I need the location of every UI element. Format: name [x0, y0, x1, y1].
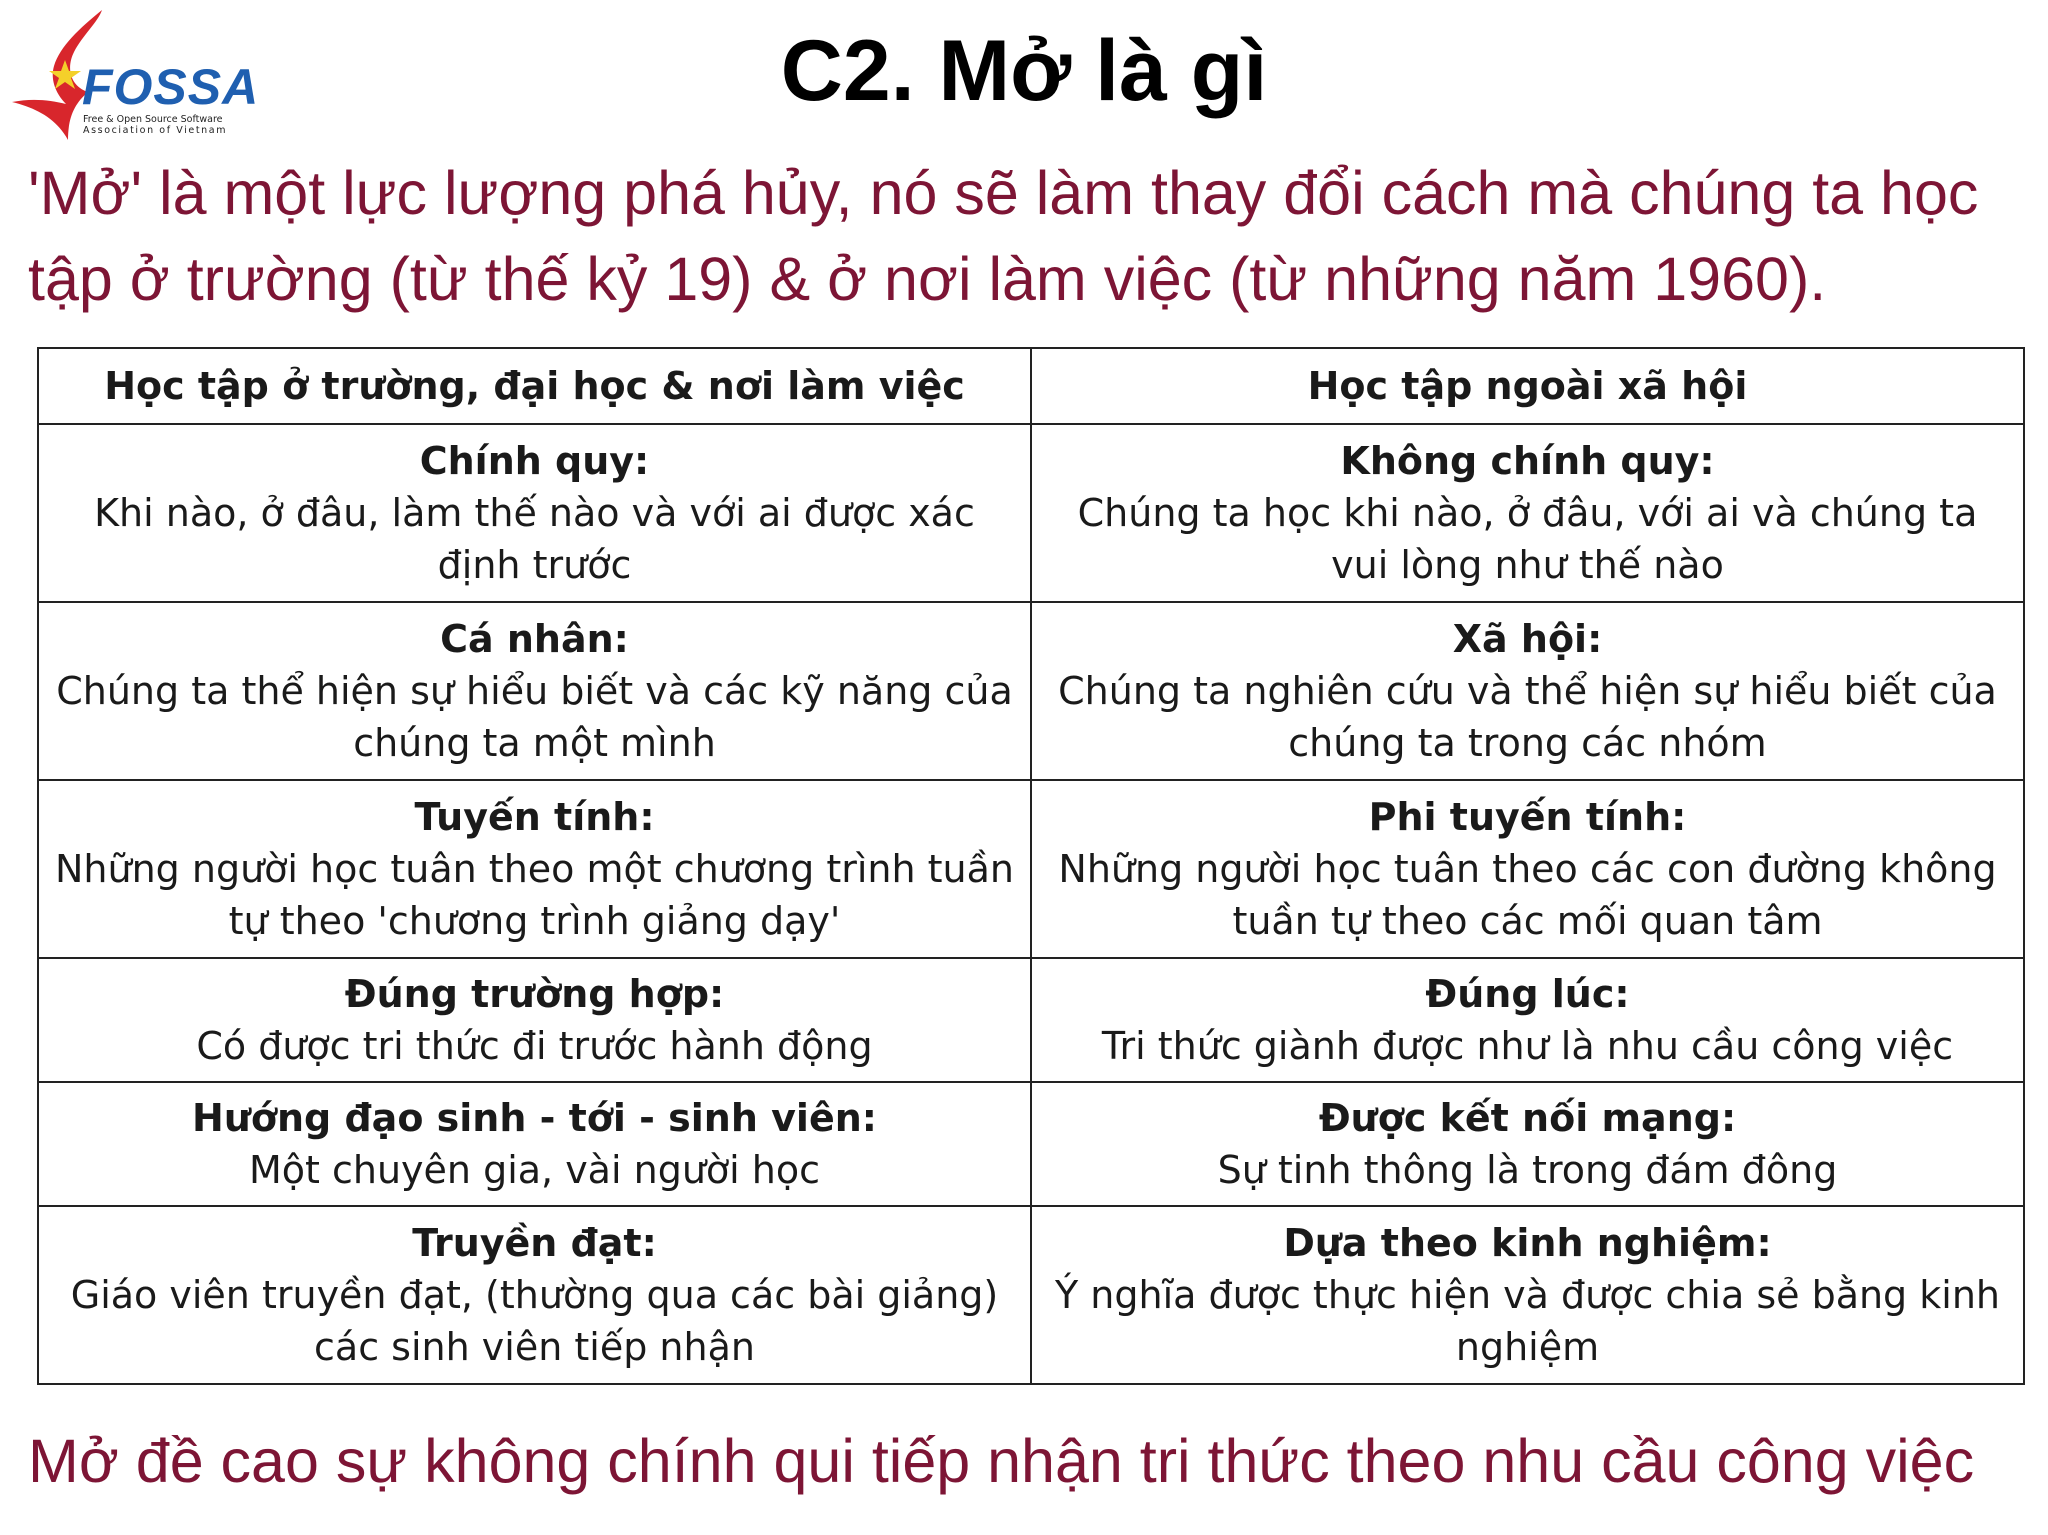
footer-statement: Mở đề cao sự không chính qui tiếp nhận tri thức theo nhu cầu công việc — [28, 1427, 1975, 1495]
header-school-learning: Học tập ở trường, đại học & nơi làm việc — [38, 348, 1031, 424]
cell-description: Tri thức giành được như là nhu cầu công việc — [1101, 1024, 1954, 1068]
cell-description: Những người học tuân theo một chương trình tuần tự theo 'chương trình giảng dạy' — [55, 847, 1014, 943]
cell-description: Chúng ta nghiên cứu và thể hiện sự hiểu biết của chúng ta trong các nhóm — [1058, 669, 1997, 765]
cell-title: Xã hội: — [1452, 617, 1603, 661]
cell-description: Có được tri thức đi trước hành động — [196, 1024, 873, 1068]
cell-title: Tuyến tính: — [414, 795, 655, 839]
cell-title: Cá nhân: — [440, 617, 629, 661]
table-cell — [1031, 602, 2024, 780]
cell-description: Những người học tuân theo các con đường không tuần tự theo các mối quan tâm — [1058, 847, 1997, 943]
table-row — [38, 1082, 2024, 1206]
comparison-table — [37, 347, 2025, 1385]
table-cell — [38, 424, 1031, 602]
logo-wordmark: FOSSA — [82, 59, 260, 115]
cell-title: Truyền đạt: — [412, 1221, 657, 1265]
table-cell — [1031, 780, 2024, 958]
cell-description: Chúng ta thể hiện sự hiểu biết và các kỹ năng của chúng ta một mình — [56, 669, 1013, 765]
cell-title: Đúng trường hợp: — [344, 972, 725, 1016]
cell-description: Sự tinh thông là trong đám đông — [1217, 1148, 1838, 1192]
cell-title: Được kết nối mạng: — [1318, 1096, 1737, 1140]
cell-title: Hướng đạo sinh - tới - sinh viên: — [192, 1096, 877, 1140]
table-cell — [1031, 958, 2024, 1082]
table-cell — [1031, 1206, 2024, 1384]
cell-description: Khi nào, ở đâu, làm thế nào và với ai được xác định trước — [94, 491, 975, 587]
cell-description: Chúng ta học khi nào, ở đâu, với ai và chúng ta vui lòng như thế nào — [1077, 491, 1978, 587]
intro-paragraph: 'Mở' là một lực lượng phá hủy, nó sẽ làm thay đổi cách mà chúng ta học tập ở trường (từ thế kỷ 19) & ở nơi làm việc (từ những năm 1960). — [28, 159, 1979, 313]
table-cell — [38, 1082, 1031, 1206]
cell-title: Chính quy: — [419, 439, 650, 483]
cell-description: Một chuyên gia, vài người học — [248, 1148, 821, 1192]
logo-subtitle-line2: Association of Vietnam — [83, 125, 228, 136]
table-cell — [1031, 424, 2024, 602]
cell-title: Phi tuyến tính: — [1368, 795, 1687, 839]
table-row — [38, 602, 2024, 780]
cell-description: Ý nghĩa được thực hiện và được chia sẻ bằng kinh nghiệm — [1054, 1273, 2000, 1369]
cell-description: Giáo viên truyền đạt, (thường qua các bài giảng) các sinh viên tiếp nhận — [70, 1273, 999, 1369]
table-header-row — [38, 348, 2024, 424]
table-row — [38, 780, 2024, 958]
logo-subtitle-line1: Free & Open Source Software — [83, 114, 223, 125]
table-cell — [38, 958, 1031, 1082]
table-cell — [1031, 1082, 2024, 1206]
slide-title: C2. Mở là gì — [780, 23, 1268, 119]
header-social-learning: Học tập ngoài xã hội — [1031, 348, 2024, 424]
table-cell — [38, 780, 1031, 958]
cell-title: Dựa theo kinh nghiệm: — [1283, 1221, 1772, 1265]
table-cell — [38, 602, 1031, 780]
table-row — [38, 1206, 2024, 1384]
cell-title: Không chính quy: — [1340, 439, 1715, 483]
cell-title: Đúng lúc: — [1425, 972, 1630, 1016]
table-row — [38, 424, 2024, 602]
table-cell — [38, 1206, 1031, 1384]
table-row — [38, 958, 2024, 1082]
